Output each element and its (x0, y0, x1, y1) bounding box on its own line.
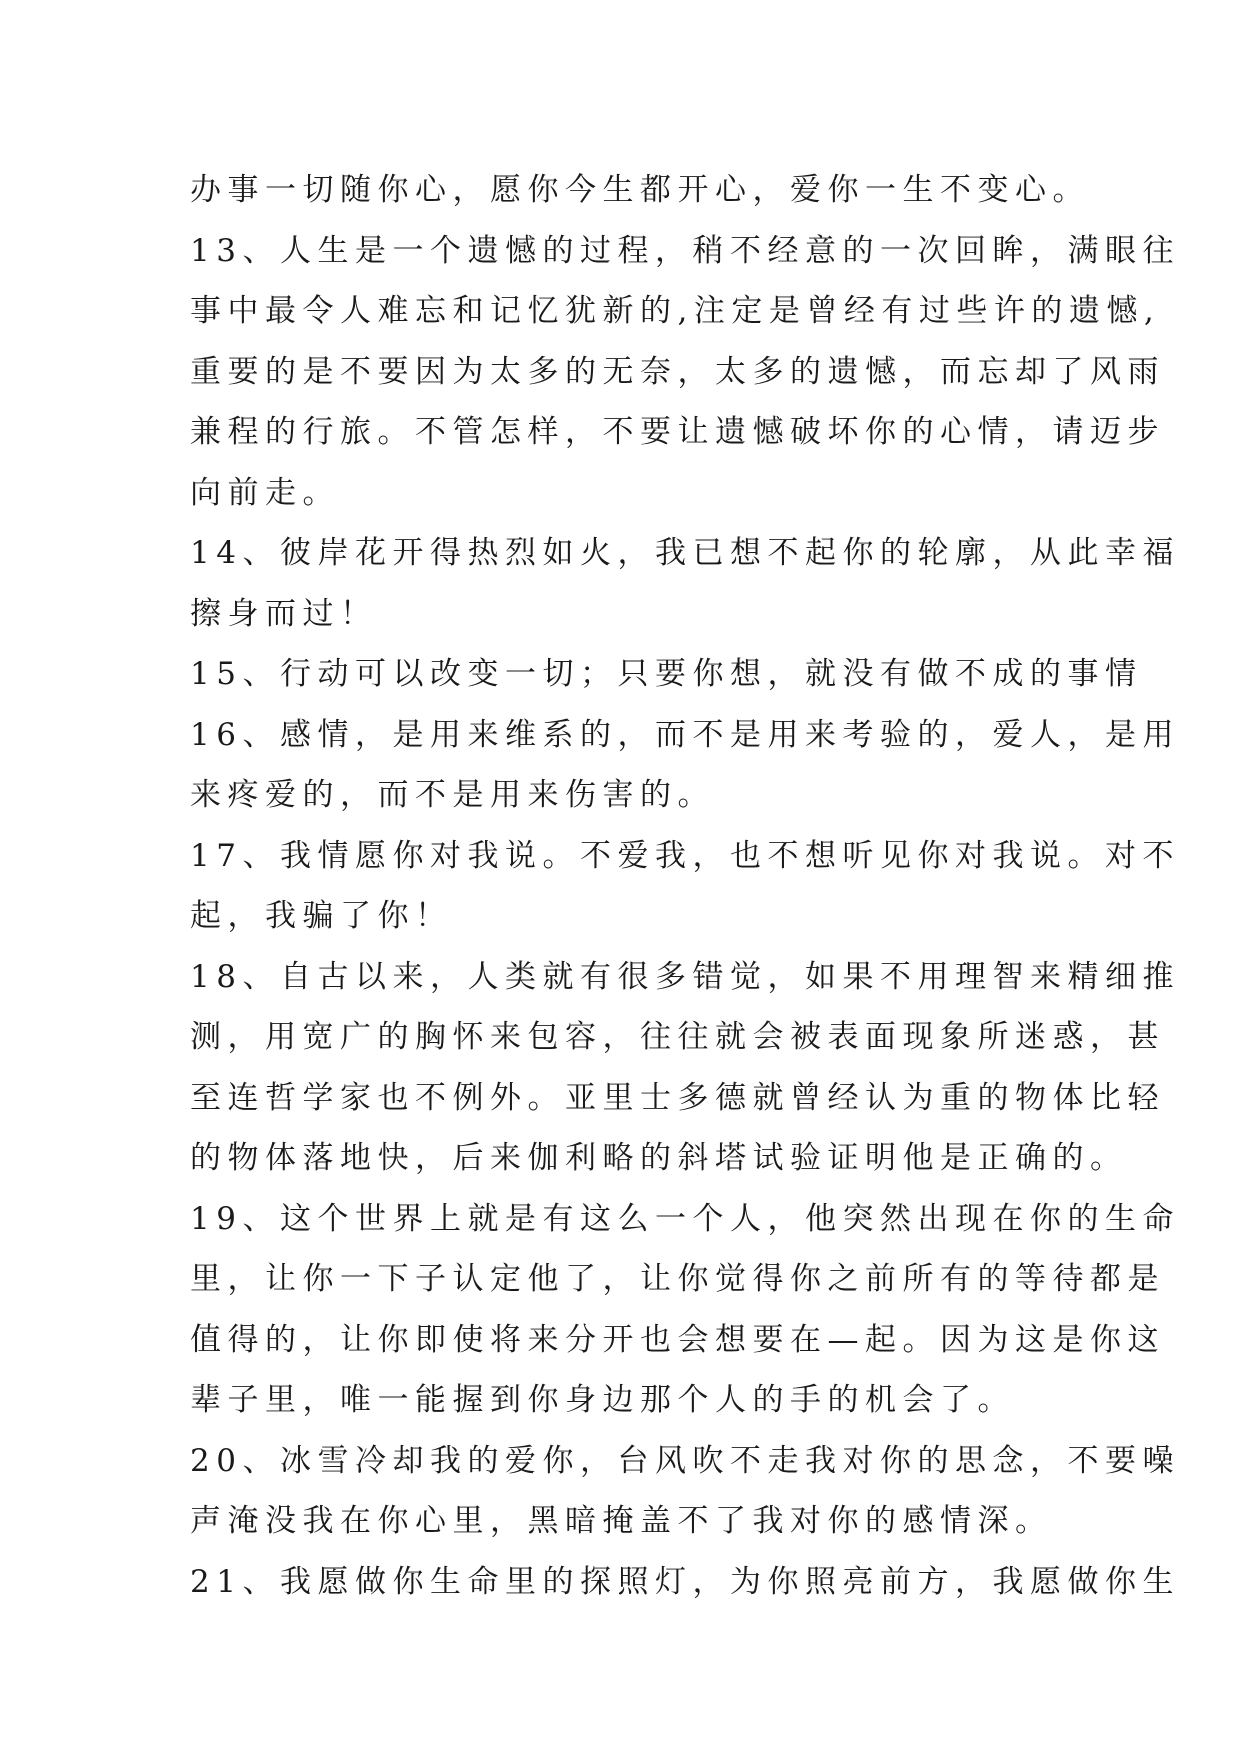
text-line: 13、人生是一个遗憾的过程，稍不经意的一次回眸，满眼往 (190, 232, 1180, 269)
text-line: 起，我骗了你！ (190, 898, 453, 934)
text-line: 21、我愿做你生命里的探照灯，为你照亮前方，我愿做你生 (190, 1563, 1180, 1600)
text-line: 的物体落地快，后来伽利略的斜塔试验证明他是正确的。 (190, 1140, 1128, 1176)
text-line: 兼程的行旅。不管怎样，不要让遗憾破坏你的心情，请迈步 (190, 414, 1165, 450)
text-line: 办事一切随你心，愿你今生都开心，爱你一生不变心。 (190, 172, 1090, 208)
text-line: 14、彼岸花开得热烈如火，我已想不起你的轮廓，从此幸福 (190, 535, 1180, 571)
text-line: 向前走。 (190, 474, 340, 511)
text-line: 值得的，让你即使将来分开也会想要在—起。因为这是你这 (190, 1321, 1165, 1358)
text-line: 20、冰雪冷却我的爱你，台风吹不走我对你的思念，不要噪 (190, 1442, 1180, 1479)
text-line: 16、感情，是用来维系的，而不是用来考验的，爱人，是用 (190, 716, 1180, 753)
text-line: 重要的是不要因为太多的无奈，太多的遗憾，而忘却了风雨 (190, 353, 1165, 390)
text-line: 18、自古以来，人类就有很多错觉，如果不用理智来精细推 (190, 958, 1180, 995)
text-line: 测，用宽广的胸怀来包容，往往就会被表面现象所迷惑，甚 (190, 1019, 1165, 1055)
document-body (190, 160, 1180, 1612)
text-line: 15、行动可以改变一切；只要你想，就没有做不成的事情 (190, 656, 1143, 692)
text-line: 里，让你一下子认定他了，让你觉得你之前所有的等待都是 (190, 1261, 1165, 1297)
text-line: 声淹没我在你心里，黑暗掩盖不了我对你的感情深。 (190, 1503, 1053, 1539)
text-line: 19、这个世界上就是有这么一个人，他突然出现在你的生命 (190, 1200, 1180, 1237)
text-line: 事中最令人难忘和记忆犹新的,注定是曾经有过些许的遗憾, (190, 293, 1161, 329)
text-line: 辈子里，唯一能握到你身边那个人的手的机会了。 (190, 1382, 1015, 1418)
text-line: 17、我情愿你对我说。不爱我，也不想听见你对我说。对不 (190, 837, 1180, 874)
text-line: 擦身而过！ (190, 595, 378, 632)
text-line: 至连哲学家也不例外。亚里士多德就曾经认为重的物体比轻 (190, 1079, 1165, 1116)
text-line: 来疼爱的，而不是用来伤害的。 (190, 777, 715, 813)
